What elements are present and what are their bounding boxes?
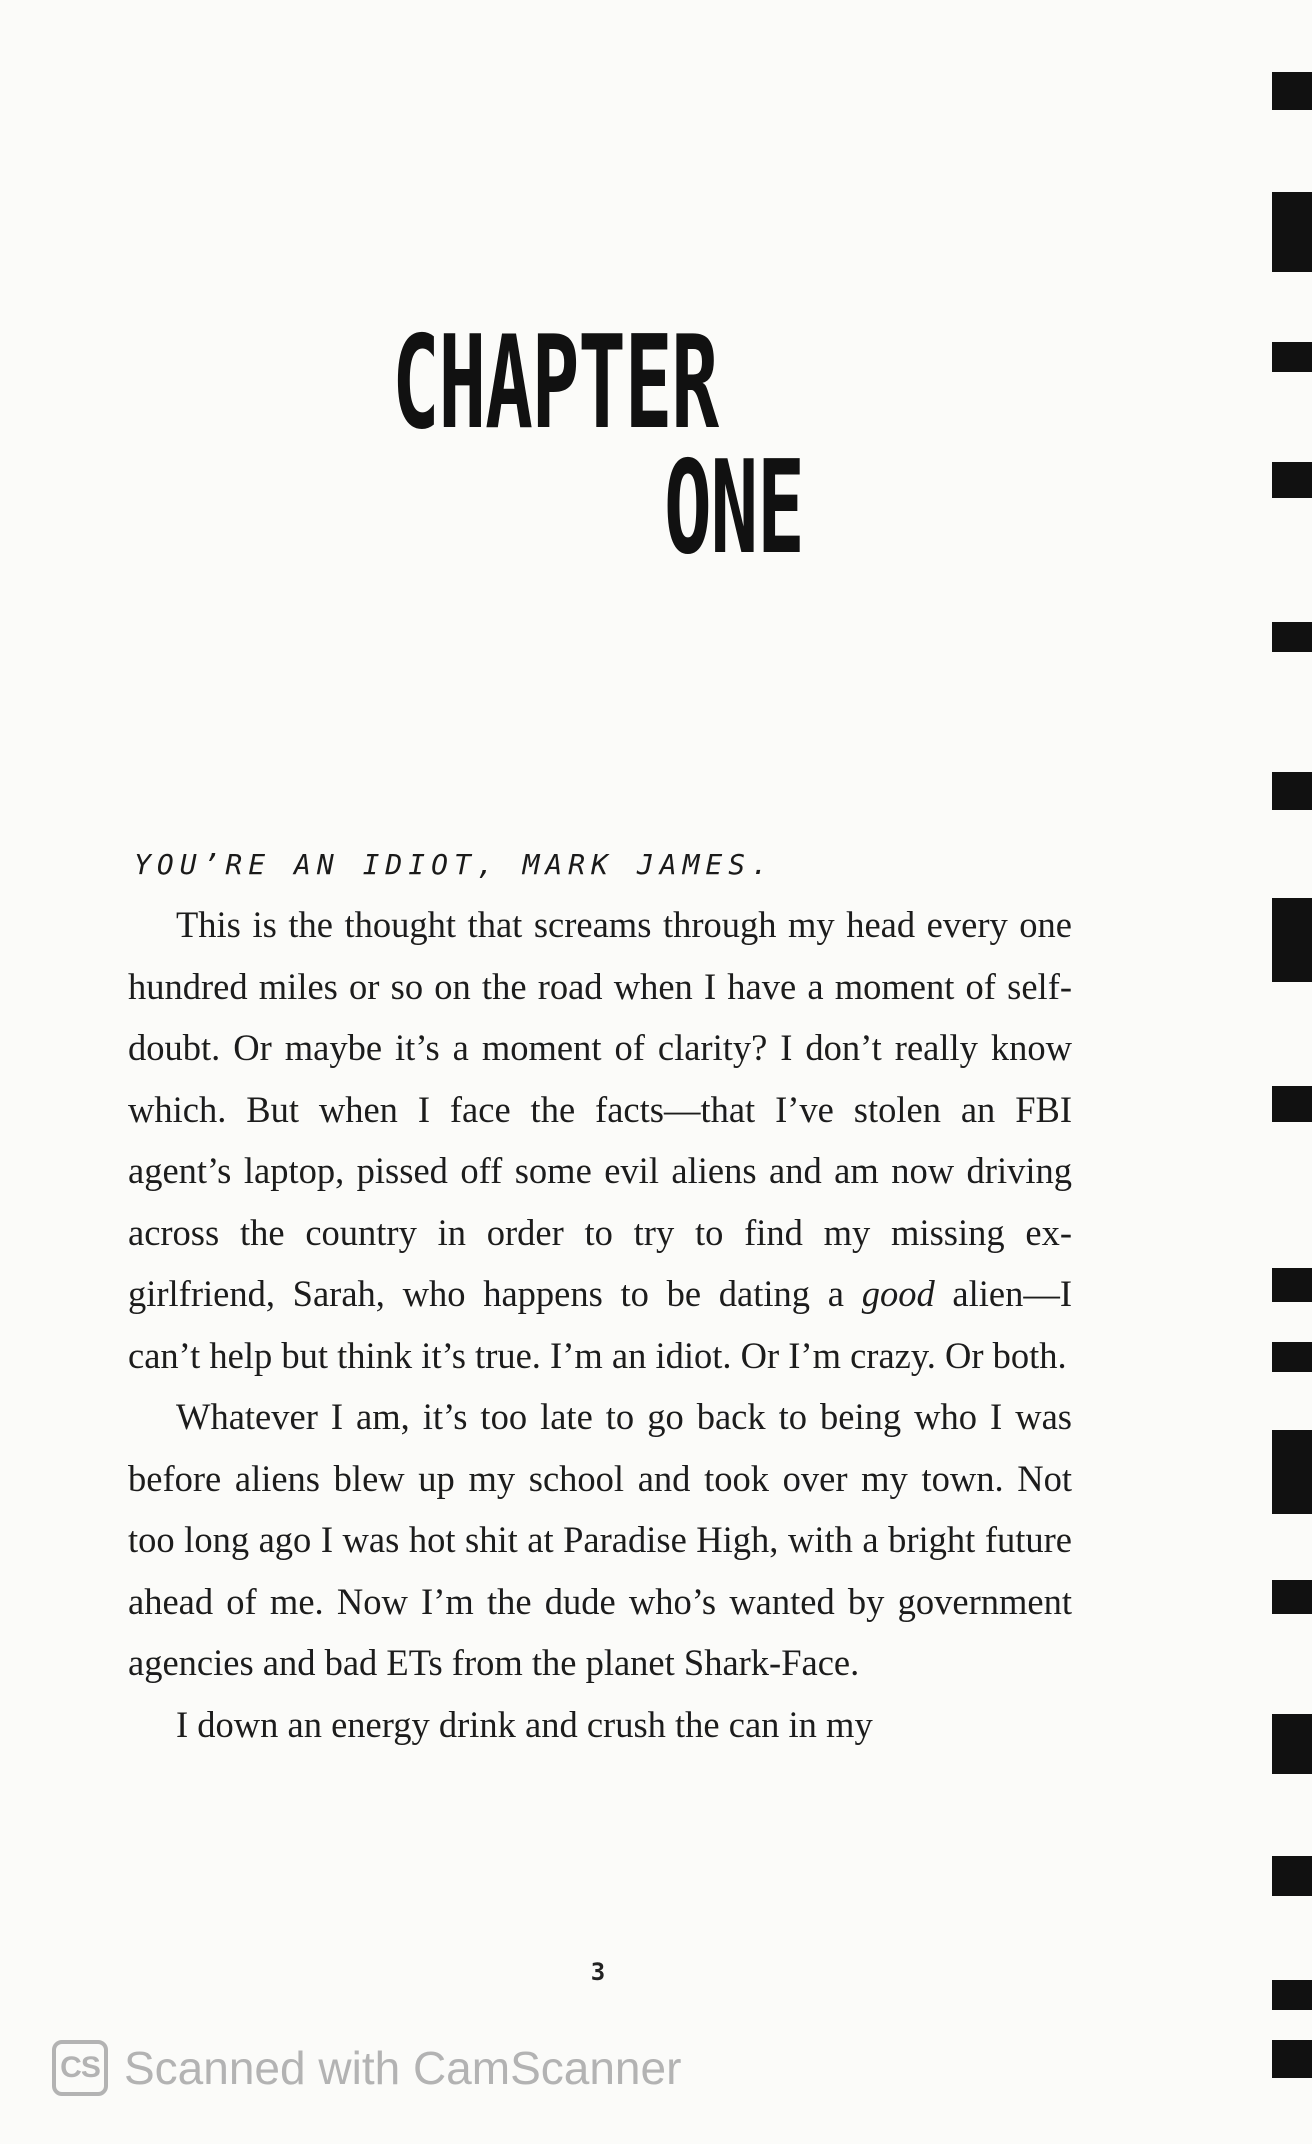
paragraph: Whatever I am, it’s too late to go back to being who I was before aliens blew up my school and took over my town. Not too long ago I was hot shit at Paradise High, with a bright future ahead of me. Now I’m the dude who’s wanted by government agencies and bad ETs from the planet Shark-Face. [128,1396,1072,1683]
scan-edge-mark [1272,1430,1312,1514]
paragraph-text: This is the thought that screams through my head every one hundred miles or so on the road when I have a moment of self-doubt. Or maybe it’s a moment of clarity? I don’t really know which. But when I face the facts—that I’ve stolen an FBI agent’s laptop, pissed off some evil aliens and am now driving across the country in order to try to find my missing ex-girlfriend, Sarah, who happens to be dating a [128,904,1072,1314]
paragraph-text: alien—I can’t help but think it’s true. I’m an idiot. Or I’m crazy. Or both. [128,1273,1072,1376]
watermark-text: Scanned with CamScanner [124,2042,682,2094]
chapter-number-word: ONE [664,434,804,583]
scan-edge-mark [1272,1268,1312,1302]
paragraph [128,894,1072,1386]
chapter-body [128,894,1072,1755]
scan-edge-mark [1272,1086,1312,1122]
scan-edge-mark [1272,1714,1312,1774]
scan-edge-mark [1272,898,1312,982]
scan-edge-mark [1272,192,1312,272]
scan-edge-mark [1272,2040,1312,2078]
camscanner-logo-icon: CS [52,2040,108,2096]
opening-line: YOU’RE AN IDIOT, MARK JAMES. [134,848,775,881]
paragraph: I down an energy drink and crush the can in my [176,1703,873,1745]
scan-edge-mark [1272,342,1312,372]
scan-edge-mark [1272,72,1312,110]
chapter-heading-word: CHAPTER [392,309,718,458]
scan-edge-mark [1272,1342,1312,1372]
scan-edge-mark [1272,1856,1312,1896]
scanner-watermark [52,2040,681,2096]
scan-edge-mark [1272,772,1312,810]
scan-edge-mark [1272,622,1312,652]
scan-edge-mark [1272,462,1312,498]
emphasized-word: good [861,1273,935,1314]
page-number: 3 [590,1958,606,1986]
scan-edge-mark [1272,1580,1312,1614]
scan-edge-mark [1272,1980,1312,2010]
